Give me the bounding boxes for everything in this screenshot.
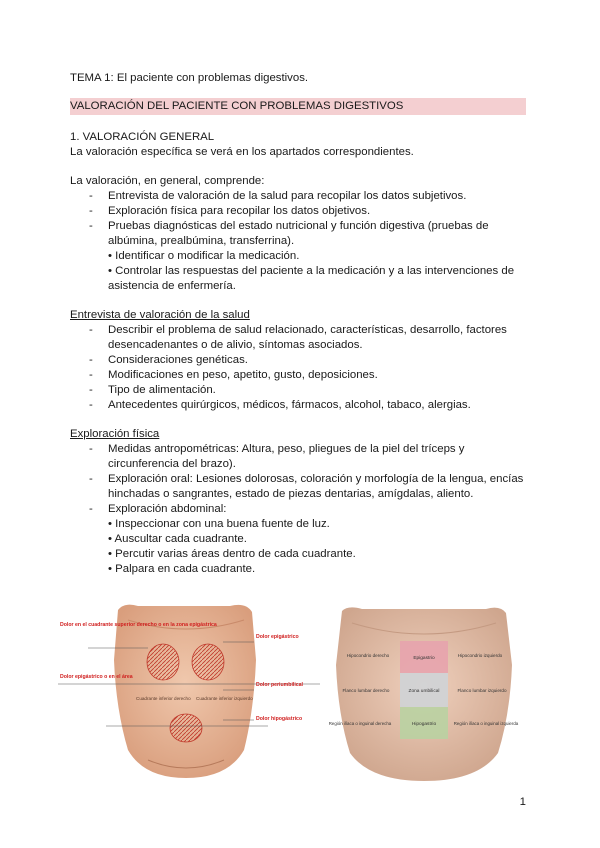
list-item: • Palpara en cada cuadrante. bbox=[108, 563, 256, 575]
list-item: • Percutir varias áreas dentro de cada cuadrante. bbox=[108, 548, 356, 560]
dash-bullet: - bbox=[89, 503, 93, 515]
list-item: Describir el problema de salud relacionado, características, desarrollo, factores bbox=[108, 324, 507, 336]
subsection-lead: La valoración, en general, comprende: bbox=[70, 175, 265, 187]
abdomen-pain-figure bbox=[58, 600, 320, 780]
region-label: Flanco lumbar izquierdo bbox=[457, 688, 507, 693]
abdomen-regions-figure bbox=[318, 605, 530, 783]
torso-shape bbox=[114, 605, 256, 778]
list-item: Medidas antropométricas: Altura, peso, pliegues de la piel del tríceps y bbox=[108, 443, 465, 455]
list-item: Entrevista de valoración de la salud para recopilar los datos subjetivos. bbox=[108, 190, 467, 202]
dash-bullet: - bbox=[89, 473, 93, 485]
section-heading: VALORACIÓN DEL PACIENTE CON PROBLEMAS DIGESTIVOS bbox=[70, 100, 404, 112]
list-item-continuation: albúmina, prealbúmina, transferrina). bbox=[108, 235, 295, 247]
dash-bullet: - bbox=[89, 220, 93, 232]
list-item: • Controlar las respuestas del paciente a la medicación y a las intervenciones de bbox=[108, 265, 515, 277]
red-label: Dolor epigástrico bbox=[256, 634, 299, 640]
grey-label: Cuadrante inferior izquierdo bbox=[196, 696, 253, 701]
dash-bullet: - bbox=[89, 205, 93, 217]
region-label: Región ilíaca o inguinal derecha bbox=[328, 721, 392, 726]
list-item: Exploración física para recopilar los datos objetivos. bbox=[108, 205, 371, 217]
grey-label: Cuadrante inferior derecho bbox=[136, 696, 191, 701]
red-label: Dolor en el cuadrante superior derecho o en la zona epigástrica bbox=[60, 622, 217, 628]
list-item-continuation: hinchadas o sangrantes, estado de piezas dentarias, amígdalas, aliento. bbox=[108, 488, 474, 500]
list-item: Antecedentes quirúrgicos, médicos, fármacos, alcohol, tabaco, alergias. bbox=[108, 399, 471, 411]
list-item-continuation: desencadenantes o de alivio, síntomas asociados. bbox=[108, 339, 363, 351]
list-item: • Auscultar cada cuadrante. bbox=[108, 533, 247, 545]
region-label: Epigastrio bbox=[413, 656, 435, 661]
subsection-intro: La valoración específica se verá en los apartados correspondientes. bbox=[70, 146, 414, 158]
region-label: Hipocondrio derecho bbox=[346, 653, 390, 658]
list-item: Modificaciones en peso, apetito, gusto, deposiciones. bbox=[108, 369, 378, 381]
red-label: Dolor epigástrico o en el área bbox=[60, 674, 133, 680]
list-item: Pruebas diagnósticas del estado nutricional y función digestiva (pruebas de bbox=[108, 220, 489, 232]
list-item-continuation: circunferencia del brazo). bbox=[108, 458, 236, 470]
region-label: Flanco lumbar derecho bbox=[342, 688, 390, 693]
red-label: Dolor hipogástrico bbox=[256, 716, 303, 722]
dash-bullet: - bbox=[89, 190, 93, 202]
dash-bullet: - bbox=[89, 384, 93, 396]
region-label: Hipocondrio izquierdo bbox=[457, 653, 503, 658]
dash-bullet: - bbox=[89, 369, 93, 381]
list-item: Exploración abdominal: bbox=[108, 503, 227, 515]
region-label: Región ilíaca o inguinal izquierda bbox=[453, 721, 519, 726]
dash-bullet: - bbox=[89, 443, 93, 455]
list-item: Consideraciones genéticas. bbox=[108, 354, 248, 366]
region-label: Hipogastrio bbox=[411, 722, 437, 727]
document-title: TEMA 1: El paciente con problemas digestivos. bbox=[70, 72, 309, 84]
dash-bullet: - bbox=[89, 399, 93, 411]
dash-bullet: - bbox=[89, 324, 93, 336]
hatched-zone bbox=[192, 644, 224, 680]
list-item: Exploración oral: Lesiones dolorosas, coloración y morfología de la lengua, encías bbox=[108, 473, 524, 485]
page-number: 1 bbox=[519, 796, 526, 808]
subsection-heading: 1. VALORACIÓN GENERAL bbox=[70, 131, 215, 143]
list-item: • Inspeccionar con una buena fuente de luz. bbox=[108, 518, 330, 530]
hatched-zone bbox=[147, 644, 179, 680]
region-label: Zona umbilical bbox=[408, 689, 440, 694]
dash-bullet: - bbox=[89, 354, 93, 366]
exam-heading: Exploración física bbox=[70, 428, 160, 440]
hatched-zone bbox=[170, 714, 202, 742]
red-label: Dolor periumbilical bbox=[256, 682, 303, 688]
interview-heading: Entrevista de valoración de la salud bbox=[70, 309, 250, 321]
list-item: • Identificar o modificar la medicación. bbox=[108, 250, 300, 262]
list-item: Tipo de alimentación. bbox=[108, 384, 216, 396]
list-item-continuation: asistencia de enfermería. bbox=[108, 280, 236, 292]
